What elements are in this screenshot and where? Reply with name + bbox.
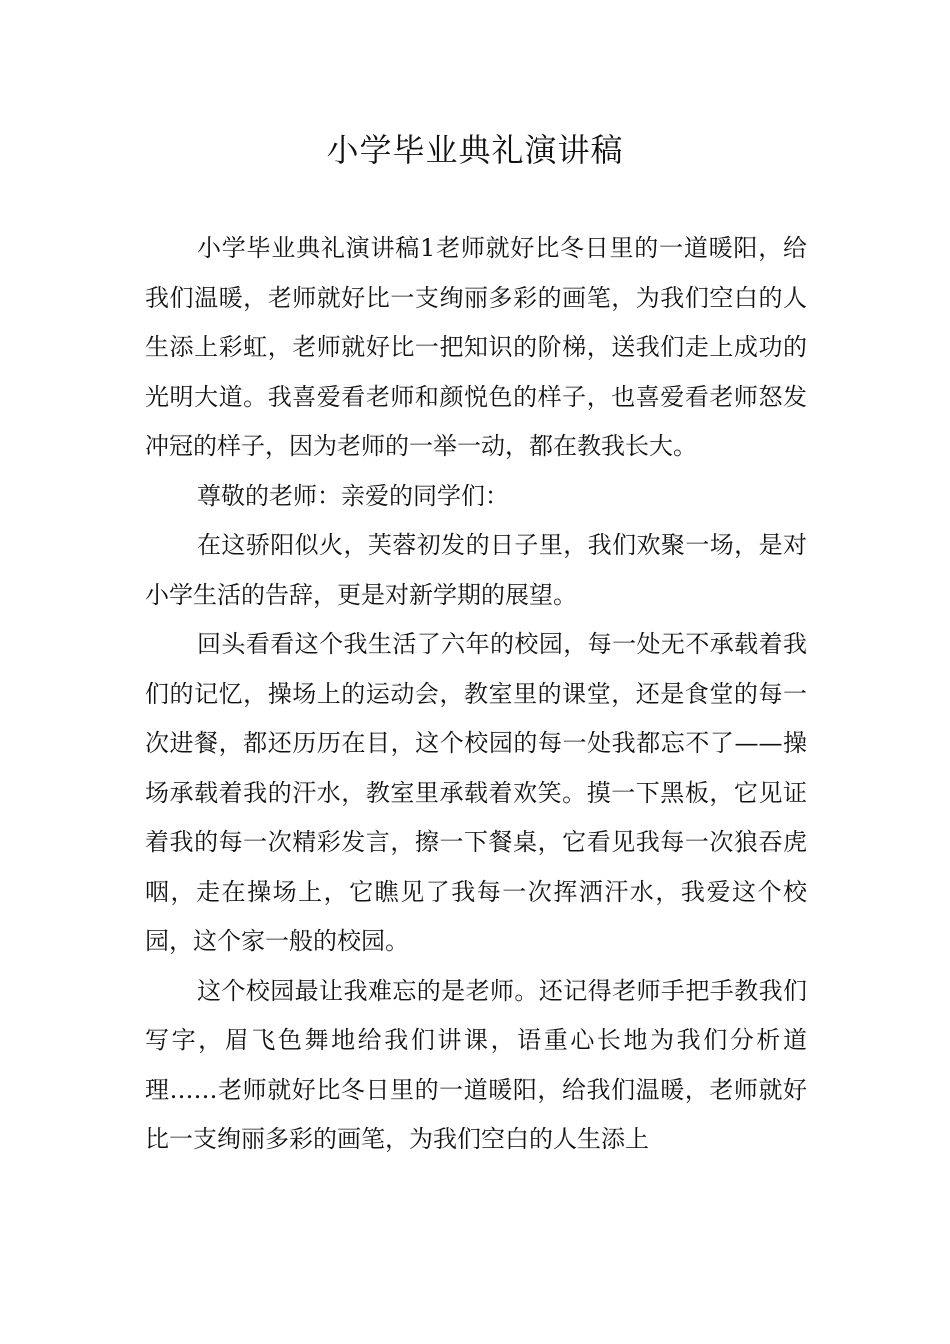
document-title: 小学毕业典礼演讲稿: [326, 131, 624, 169]
document-body: [145, 224, 807, 1165]
paragraph-5: 这个校园最让我难忘的是老师。还记得老师手把手教我们写字，眉飞色舞地给我们讲课，语重心长地为我们分析道理……老师就好比冬日里的一道暖阳，给我们温暖，老师就好比一支绚丽多彩的画笔，为我们空白的人生添上: [145, 976, 807, 1153]
paragraph-4: 回头看看这个我生活了六年的校园，每一处无不承载着我们的记忆，操场上的运动会，教室里的课堂，还是食堂的每一次进餐，都还历历在目，这个校园的每一处我都忘不了——操场承载着我的汗水，教室里承载着欢笑。摸一下黑板，它见证着我的每一次精彩发言，擦一下餐桌，它看见我每一次狼吞虎咽，走在操场上，它瞧见了我每一次挥洒汗水，我爱这个校园，这个家一般的校园。: [145, 630, 807, 955]
paragraph-3: 在这骄阳似火，芙蓉初发的日子里，我们欢聚一场，是对小学生活的告辞，更是对新学期的展望。: [145, 531, 807, 609]
paragraph-2: 尊敬的老师：亲爱的同学们：: [197, 481, 509, 510]
paragraph-1: 小学毕业典礼演讲稿1老师就好比冬日里的一道暖阳，给我们温暖，老师就好比一支绚丽多彩的画笔，为我们空白的人生添上彩虹，老师就好比一把知识的阶梯，送我们走上成功的光明大道。我喜爱看老师和颜悦色的样子，也喜爱看老师怒发冲冠的样子，因为老师的一举一动，都在教我长大。: [145, 234, 807, 460]
